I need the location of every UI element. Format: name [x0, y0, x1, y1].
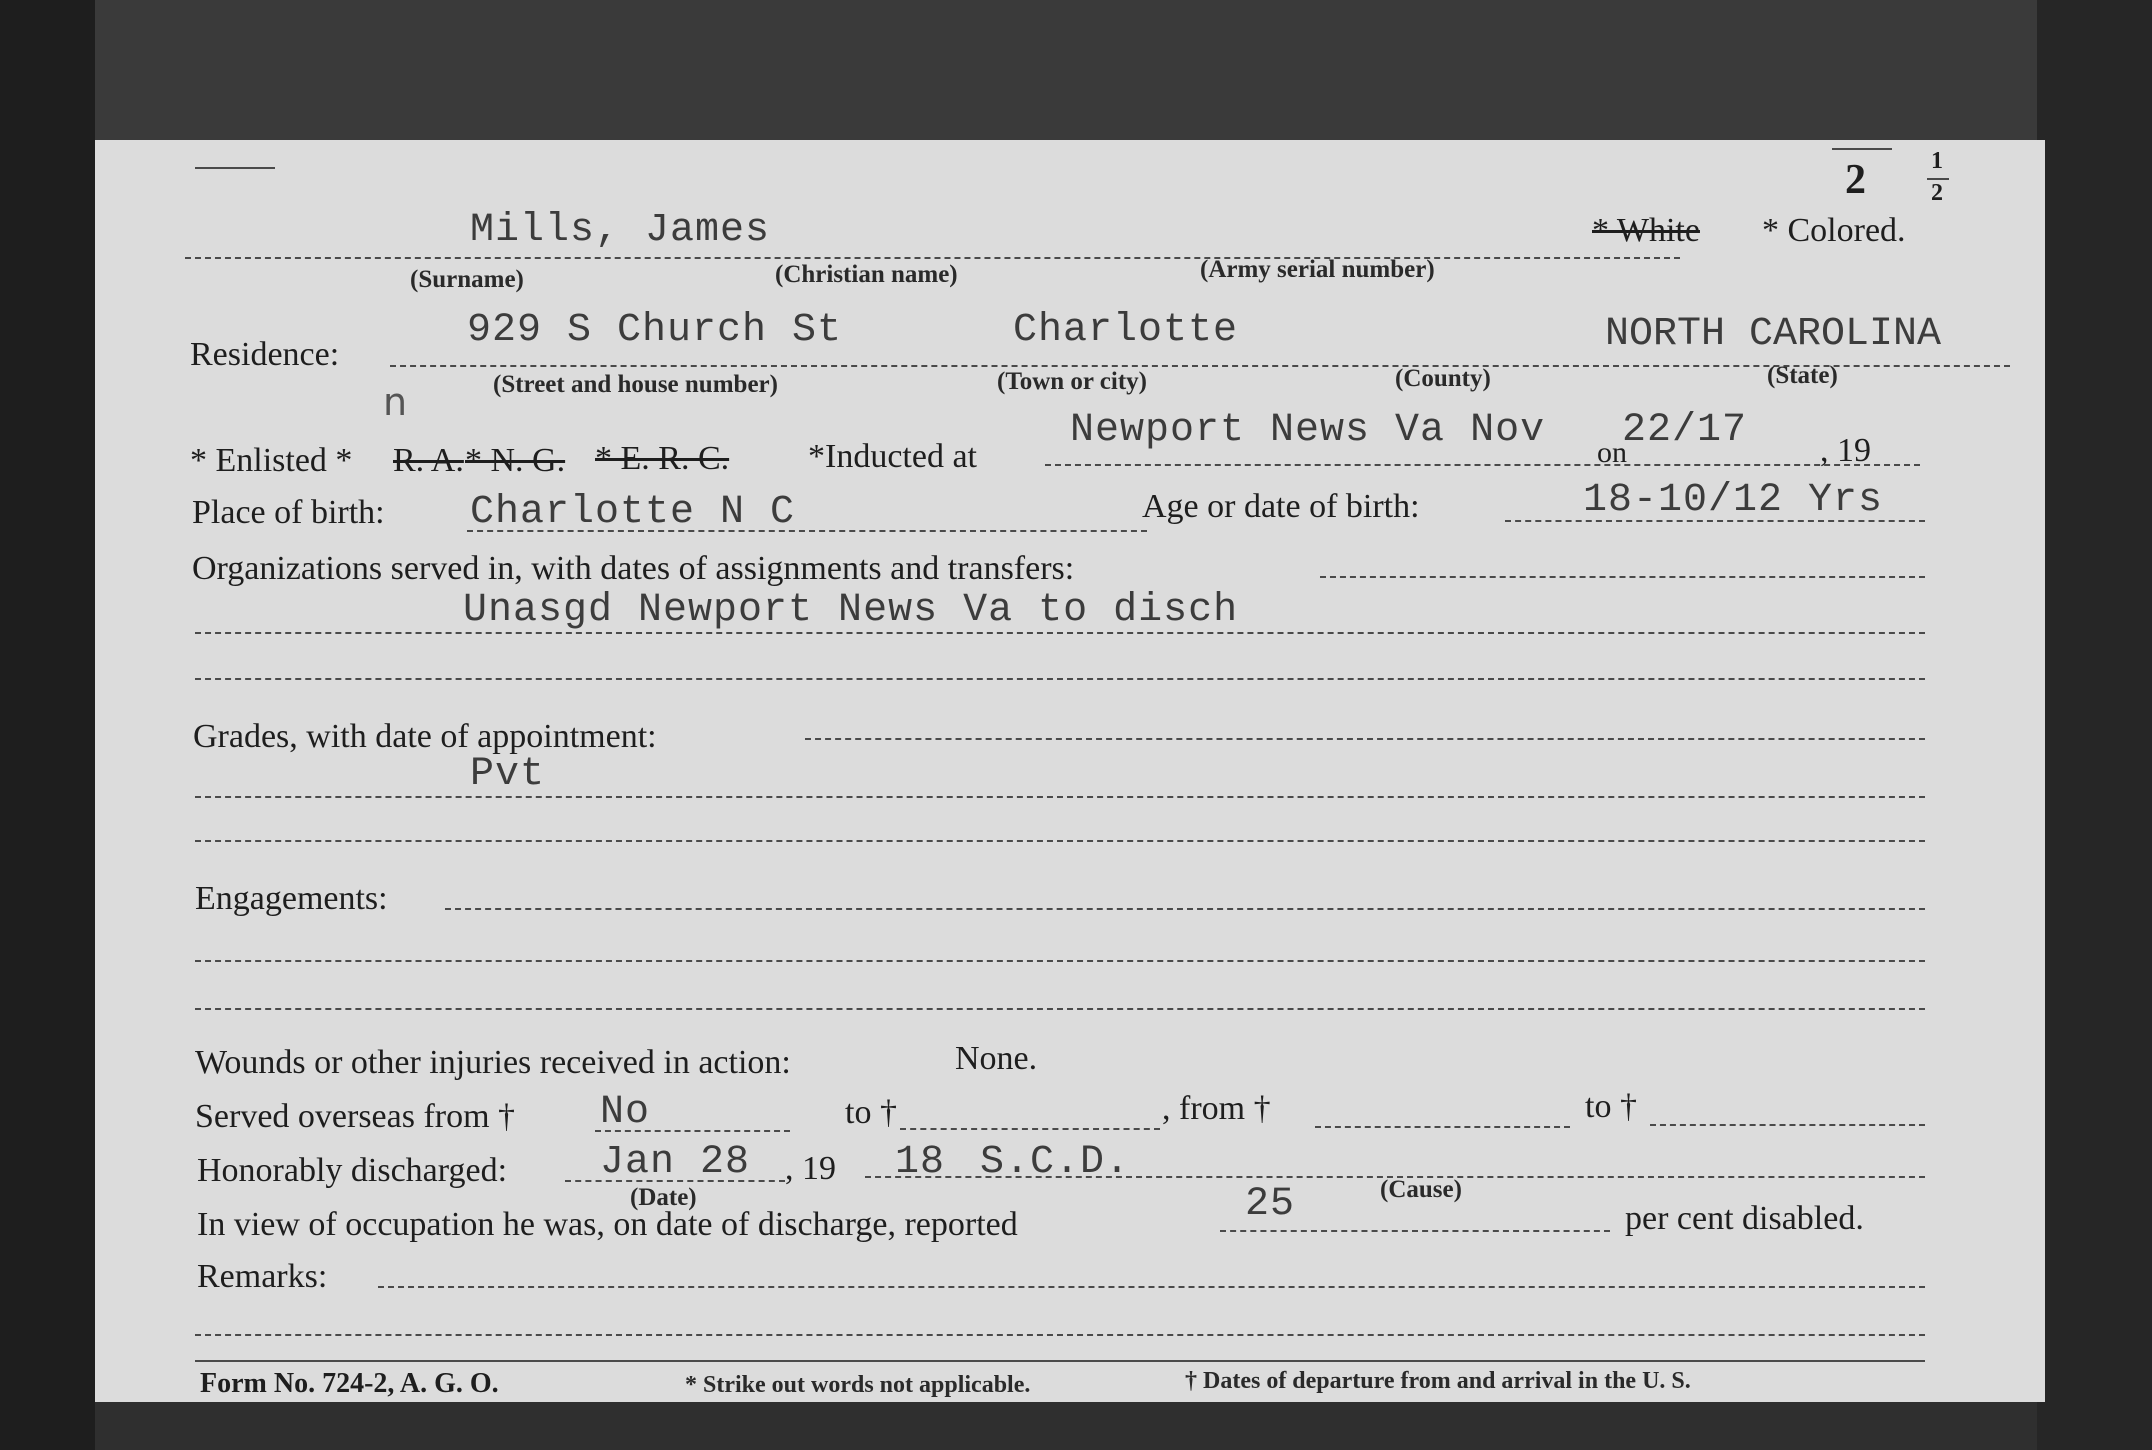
grades-line-1 — [805, 738, 1925, 740]
year-suffix: , 19 — [1820, 432, 1871, 469]
inducted-date: 22/17 — [1622, 408, 1748, 453]
overseas-from-line — [595, 1130, 790, 1132]
disabled-label: per cent disabled. — [1625, 1200, 1864, 1237]
residence-label: Residence: — [190, 336, 340, 373]
enlisted-ng-struck: * N. G. — [465, 442, 566, 479]
footnote-strike: * Strike out words not applicable. — [685, 1372, 1031, 1398]
organizations-line-2 — [195, 632, 1925, 634]
organizations-value: Unasgd Newport News Va to disch — [463, 588, 1239, 633]
state-value: NORTH CAROLINA — [1605, 312, 1942, 357]
overseas-from-line-2 — [1315, 1126, 1570, 1128]
race-colored: * Colored. — [1762, 212, 1906, 249]
enlisted-label: * Enlisted * — [190, 442, 353, 479]
organizations-label: Organizations served in, with dates of assignments and transfers: — [192, 550, 1075, 587]
enlisted-ra-struck: R. A. — [393, 442, 464, 479]
remarks-line-1 — [378, 1286, 1925, 1288]
corner-fraction-denominator: 2 — [1931, 180, 1943, 206]
remarks-line-2 — [195, 1334, 1925, 1336]
scanner-background-left — [0, 0, 95, 1450]
disabled-value: 25 — [1245, 1182, 1296, 1227]
disabled-line — [1220, 1230, 1610, 1232]
overseas-to-line-1 — [900, 1128, 1160, 1130]
overseas-to-label-1: to † — [845, 1094, 897, 1131]
enlisted-erc-struck: * E. R. C. — [595, 440, 730, 477]
army-serial-label: (Army serial number) — [1200, 256, 1435, 283]
street-value: 929 S Church St — [467, 308, 843, 353]
discharged-year-prefix: , 19 — [785, 1150, 836, 1187]
wounds-label: Wounds or other injuries received in action: — [195, 1044, 791, 1081]
state-label: (State) — [1767, 362, 1838, 389]
overseas-value: No — [600, 1090, 651, 1135]
remarks-label: Remarks: — [197, 1258, 328, 1295]
inducted-label: *Inducted at — [808, 438, 977, 475]
overseas-label: Served overseas from † — [195, 1098, 516, 1135]
discharged-label: Honorably discharged: — [197, 1152, 508, 1189]
organizations-line-3 — [195, 678, 1925, 680]
christian-name-label: (Christian name) — [775, 261, 958, 288]
discharged-date: Jan 28 — [600, 1140, 751, 1185]
grades-line-2 — [195, 796, 1925, 798]
handwritten-mark: n — [383, 380, 408, 424]
grades-value: Pvt — [470, 752, 546, 797]
overseas-to-line-2 — [1650, 1124, 1925, 1126]
corner-rule — [195, 167, 275, 169]
engagements-line-3 — [195, 1008, 1925, 1010]
organizations-line-1 — [1320, 576, 1925, 578]
cause-sublabel: (Cause) — [1380, 1176, 1462, 1203]
age-value: 18-10/12 Yrs — [1583, 478, 1884, 523]
name-line — [185, 257, 1680, 259]
grades-label: Grades, with date of appointment: — [193, 718, 657, 755]
occupation-label: In view of occupation he was, on date of discharge, reported — [197, 1206, 1018, 1243]
overseas-from-label: , from † — [1162, 1090, 1271, 1127]
wounds-value: None. — [955, 1040, 1038, 1077]
engagements-line-2 — [195, 960, 1925, 962]
corner-overline — [1832, 148, 1892, 150]
footnote-dates: † Dates of departure from and arrival in the U. S. — [1185, 1368, 1691, 1394]
county-label: (County) — [1395, 365, 1491, 392]
corner-fraction-numerator: 1 — [1931, 148, 1943, 174]
street-label: (Street and house number) — [493, 371, 778, 398]
engagements-line-1 — [445, 908, 1925, 910]
form-number: Form No. 724-2, A. G. O. — [200, 1368, 499, 1399]
birthplace-label: Place of birth: — [192, 494, 385, 531]
race-white-struck: * White — [1592, 212, 1700, 249]
service-record-card — [95, 140, 2045, 1402]
birthplace-line — [467, 530, 1147, 532]
discharged-year: 18 — [895, 1140, 946, 1185]
on-label: on — [1597, 436, 1627, 469]
inducted-line — [1045, 464, 1920, 466]
birthplace-value: Charlotte N C — [470, 490, 796, 535]
age-label: Age or date of birth: — [1142, 488, 1420, 525]
discharged-cause: S.C.D. — [980, 1140, 1131, 1185]
surname-label: (Surname) — [410, 266, 524, 293]
corner-number: 2 — [1845, 157, 1866, 203]
name-value: Mills, James — [470, 208, 771, 253]
scanner-background-top — [0, 0, 2152, 140]
town-value: Charlotte — [1013, 308, 1239, 353]
discharged-date-line — [565, 1180, 785, 1182]
grades-line-3 — [195, 840, 1925, 842]
date-sublabel: (Date) — [630, 1184, 697, 1211]
age-line — [1505, 520, 1925, 522]
scanner-background-right — [2037, 0, 2152, 1450]
overseas-to-label-2: to † — [1585, 1088, 1637, 1125]
town-label: (Town or city) — [997, 368, 1147, 395]
footer-rule — [195, 1360, 1925, 1362]
inducted-value: Newport News Va Nov — [1070, 408, 1546, 453]
engagements-label: Engagements: — [195, 880, 388, 917]
